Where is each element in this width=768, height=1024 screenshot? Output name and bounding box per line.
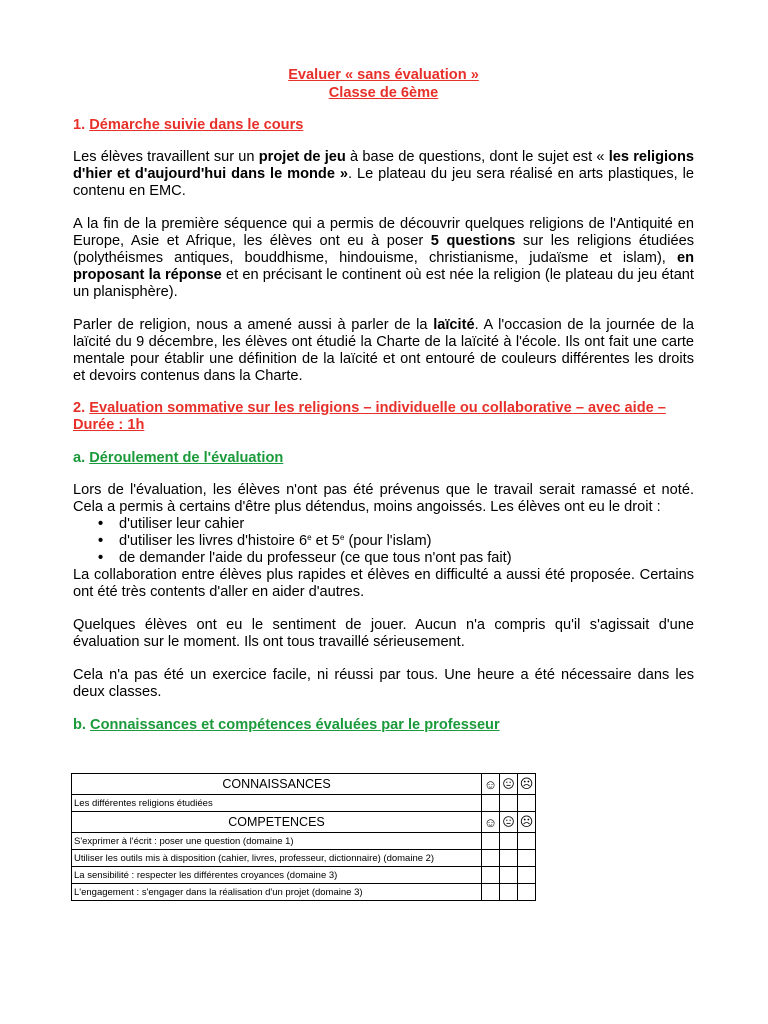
title-line-2: Classe de 6ème	[328, 85, 439, 101]
p2-bold-d: en proposant la réponse	[73, 250, 694, 283]
p1-text-e: . Le plateau du jeu sera réalisé en arts plastiques, le contenu en EMC.	[73, 166, 694, 199]
rating-cell[interactable]	[482, 850, 500, 867]
subsection-a-number: a.	[73, 450, 90, 466]
rating-cell[interactable]	[500, 795, 518, 812]
rating-cell[interactable]	[518, 850, 536, 867]
rating-cell[interactable]	[518, 867, 536, 884]
section-1-title: Démarche suivie dans le cours	[89, 117, 304, 133]
rating-cell[interactable]	[500, 850, 518, 867]
b2-text-b: et 5	[311, 533, 340, 549]
table-row	[72, 795, 536, 812]
subsection-a-title: Déroulement de l'évaluation	[89, 450, 284, 466]
paragraph-3	[73, 317, 694, 385]
b2-sup-2: e	[339, 533, 345, 542]
rating-cell[interactable]	[500, 884, 518, 901]
neutral-face-icon	[500, 774, 518, 795]
table-row	[72, 884, 536, 901]
p3-bold-b: laïcité	[433, 317, 475, 333]
table-row	[72, 850, 536, 867]
neutral-face-svg	[503, 816, 514, 827]
neutral-face-icon	[500, 812, 518, 833]
p2-text-e: et en précisant le continent où est née la religion (le plateau du jeu étant un planisphère).	[73, 267, 694, 300]
connaissances-header: CONNAISSANCES	[72, 774, 482, 795]
p2-text-c: sur les religions étudiées (polythéismes antiques, bouddhisme, hindouisme, christianisme, judaïsme et islam),	[73, 233, 695, 266]
subsection-a-heading	[73, 450, 694, 467]
sad-face-icon: ☹	[518, 812, 536, 833]
p2-bold-b: 5 questions	[430, 233, 516, 249]
p3-text-a: Parler de religion, nous a amené aussi à parler de la	[73, 317, 434, 333]
subsection-b-number: b.	[73, 717, 91, 733]
paragraph-1	[73, 149, 694, 200]
rating-cell[interactable]	[482, 884, 500, 901]
table-header-row	[72, 774, 536, 795]
table-cell: La sensibilité : respecter les différentes croyances (domaine 3)	[72, 867, 482, 884]
paragraph-5: La collaboration entre élèves plus rapides et élèves en difficulté a aussi été proposée. Certains ont été très contents d'aller en aider d'autres.	[73, 567, 694, 600]
table-cell: S'exprimer à l'écrit : poser une question (domaine 1)	[72, 833, 482, 850]
happy-face-icon: ☺	[482, 812, 500, 833]
list-item: • de demander l'aide du professeur (ce que tous n'ont pas fait)	[98, 550, 694, 567]
document-title	[73, 66, 694, 102]
section-2-title: Evaluation sommative sur les religions – individuelle ou collaborative – avec aide – Durée : 1h	[73, 400, 666, 433]
p1-text-a: Les élèves travaillent sur un	[73, 149, 259, 165]
sad-face-icon: ☹	[518, 774, 536, 795]
neutral-face-svg	[503, 778, 514, 789]
paragraph-4: Lors de l'évaluation, les élèves n'ont pas été prévenus que le travail serait ramassé et noté. Cela a permis à certains d'être plus détendus, moins angoissés. Les élèves ont eu le droit :	[73, 482, 694, 515]
subsection-b-heading	[73, 717, 694, 734]
p2-text-a: A la fin de la première séquence qui a permis de découvrir quelques religions de l'Antiquité en Europe, Asie et Afrique, les élèves ont eu à poser	[73, 216, 694, 249]
document-page	[73, 66, 694, 734]
paragraph-2	[73, 216, 694, 301]
section-1-number: 1.	[73, 117, 90, 133]
section-2-number: 2.	[73, 400, 90, 416]
list-item	[98, 533, 694, 550]
table-cell: Les différentes religions étudiées	[72, 795, 482, 812]
p1-bold-d: les religions d'hier et d'aujourd'hui dans le monde »	[73, 149, 695, 182]
rating-cell[interactable]	[518, 884, 536, 901]
rating-cell[interactable]	[500, 867, 518, 884]
p1-bold-b: projet de jeu	[258, 149, 346, 165]
evaluation-table	[71, 773, 536, 901]
p1-text-c: à base de questions, dont le sujet est «	[345, 149, 609, 165]
list-item: • d'utiliser leur cahier	[98, 516, 694, 533]
table-header-row	[72, 812, 536, 833]
competences-header: COMPETENCES	[72, 812, 482, 833]
rating-cell[interactable]	[482, 867, 500, 884]
paragraph-6: Quelques élèves ont eu le sentiment de jouer. Aucun n'a compris qu'il s'agissait d'une évaluation sur le moment. Ils ont tous travaillé sérieusement.	[73, 617, 694, 650]
section-2-heading	[73, 400, 694, 434]
rating-cell[interactable]	[482, 795, 500, 812]
happy-face-icon: ☺	[482, 774, 500, 795]
rating-cell[interactable]	[500, 833, 518, 850]
rating-cell[interactable]	[482, 833, 500, 850]
b2-text-c: (pour l'islam)	[344, 533, 432, 549]
section-1-heading	[73, 117, 694, 134]
b2-text-a: d'utiliser les livres d'histoire 6	[119, 533, 308, 549]
rating-cell[interactable]	[518, 795, 536, 812]
subsection-b-title: Connaissances et compétences évaluées par le professeur	[90, 717, 500, 733]
paragraph-7: Cela n'a pas été un exercice facile, ni réussi par tous. Une heure a été nécessaire dans les deux classes.	[73, 667, 694, 700]
rating-cell[interactable]	[518, 833, 536, 850]
rights-list	[73, 516, 694, 567]
table-cell: Utiliser les outils mis à disposition (cahier, livres, professeur, dictionnaire) (domaine 2)	[72, 850, 482, 867]
table-cell: L'engagement : s'engager dans la réalisation d'un projet (domaine 3)	[72, 884, 482, 901]
b2-sup-1: e	[307, 533, 312, 542]
table-row	[72, 833, 536, 850]
p3-text-c: . A l'occasion de la journée de la laïcité du 9 décembre, les élèves ont étudié la Charte de la laïcité à l'école. Ils ont fait une carte mentale pour établir une définition de la laïcité et ont entouré de couleurs différentes les droits et devoirs contenus dans la Charte.	[73, 317, 694, 384]
title-line-1: Evaluer « sans évaluation »	[288, 67, 479, 83]
table-row	[72, 867, 536, 884]
